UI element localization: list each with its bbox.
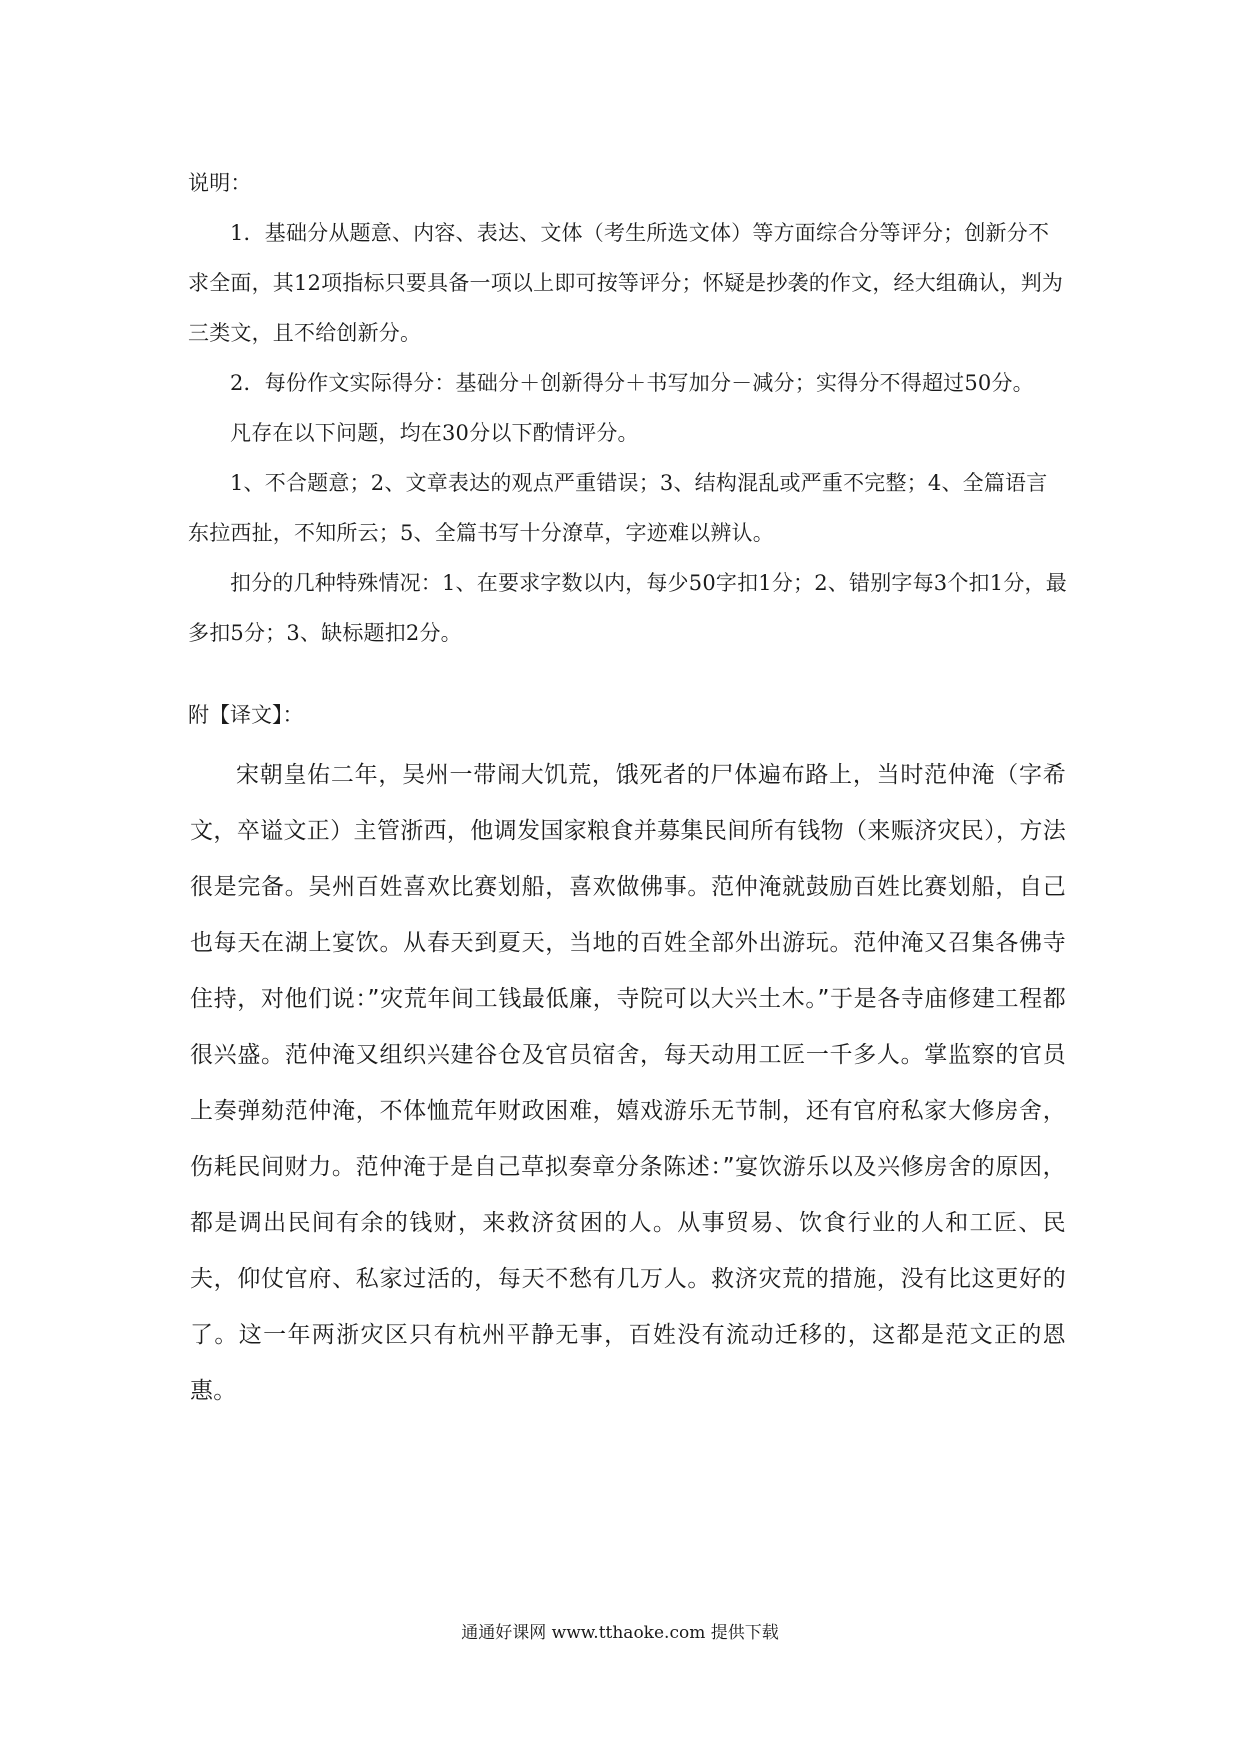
deduction-rules: 扣分的几种特殊情况：1、在要求字数以内，每少50字扣1分；2、错别字每3个扣1分，最多扣5分；3、缺标题扣2分。 [188,571,1067,645]
grading-notes [188,158,1068,658]
page-footer: 通通好课网 www.tthaoke.com 提供下载 [461,1623,779,1643]
below-30-items: 1、不合题意；2、文章表达的观点严重错误；3、结构混乱或严重不完整；4、全篇语言东拉西扯，不知所云；5、全篇书写十分潦草，字迹难以辨认。 [188,471,1048,545]
notes-heading: 说明： [188,171,252,195]
appendix-heading: 附【译文】： [188,703,304,727]
translation-text: 宋朝皇佑二年，吴州一带闹大饥荒，饿死者的尸体遍布路上，当时范仲淹（字希文，卒谥文正）主管浙西，他调发国家粮食并募集民间所有钱物（来赈济灾民），方法很是完备。吴州百姓喜欢比赛划船，喜欢做佛事。范仲淹就鼓励百姓比赛划船，自己也每天在湖上宴饮。从春天到夏天，当地的百姓全部外出游玩。范仲淹又召集各佛寺住持，对他们说：”灾荒年间工钱最低廉，寺院可以大兴土木。”于是各寺庙修建工程都很兴盛。范仲淹又组织兴建谷仓及官员宿舍，每天动用工匠一千多人。掌监察的官员上奏弹劾范仲淹，不体恤荒年财政困难，嬉戏游乐无节制，还有官府私家大修房舍，伤耗民间财力。范仲淹于是自己草拟奏章分条陈述：”宴饮游乐以及兴修房舍的原因，都是调出民间有余的钱财，来救济贫困的人。从事贸易、饮食行业的人和工匠、民夫，仰仗官府、私家过活的，每天不愁有几万人。救济灾荒的措施，没有比这更好的了。这一年两浙灾区只有杭州平静无事，百姓没有流动迁移的，这都是范文正的恩惠。 [190,762,1066,1404]
notes-item-2: 2．每份作文实际得分：基础分＋创新得分＋书写加分－减分；实得分不得超过50分。 [230,371,1034,395]
notes-item-1: 1．基础分从题意、内容、表达、文体（考生所选文体）等方面综合分等评分；创新分不求全面，其12项指标只要具备一项以上即可按等评分；怀疑是抄袭的作文，经大组确认，判为三类文，且不给创新分。 [188,221,1064,345]
below-30-intro: 凡存在以下问题，均在30分以下酌情评分。 [230,421,639,445]
